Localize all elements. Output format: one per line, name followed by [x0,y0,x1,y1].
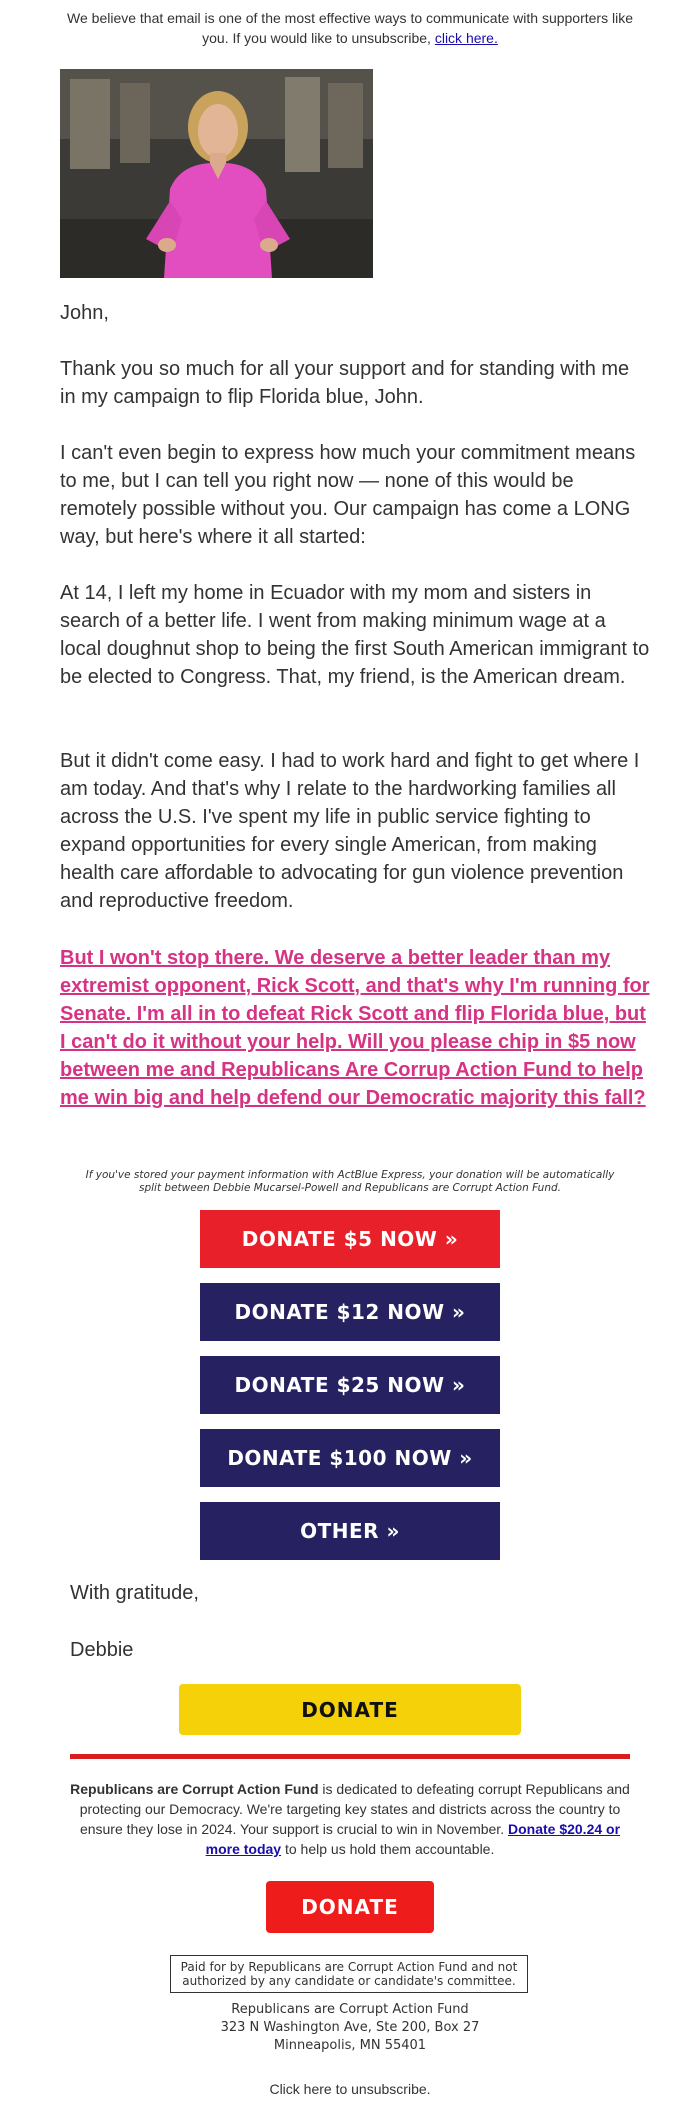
mailing-address [150,2001,550,2055]
paragraph-4 [60,747,650,915]
address-line-2: Minneapolis, MN 55401 [273,2038,427,2053]
donate-100-button[interactable]: DONATE $100 NOW » [200,1429,500,1487]
paragraph-1-text: Thank you so much for all your support and for standing with me in my campaign to flip Florida blue, John. [60,358,630,408]
donate-red-button[interactable]: DONATE [266,1881,434,1933]
paragraph-2-text: I can't even begin to express how much your commitment means to me, but I can tell you right now — none of this would be remotely possible without you. Our campaign has come a LONG way, but here's where it all started: [60,442,636,548]
donate-appeal-link[interactable]: But I won't stop there. We deserve a better leader than my extremist opponent, Rick Scott, and that's why I'm running for Senate. I'm all in to defeat Rick Scott and flip Florida blue, but I can't do it without your help. Will you please chip in $5 now between me and Republicans Are Corrup Action Fund to help me win big and help defend our Democratic majority this fall? [60,947,650,1109]
paragraph-3-text: At 14, I left my home in Ecuador with my mom and sisters in search of a better life. I went from making minimum wage at a local doughnut shop to being the first South American immigrant to be elected to Congress. That, my friend, is the American dream. [60,582,650,688]
signature-name: Debbie [70,1639,134,1661]
greeting-text: John, [60,302,109,324]
footer-description [70,1779,630,1859]
unsubscribe-note [62,8,638,48]
donate-yellow-button[interactable]: DONATE [179,1684,521,1735]
org-description: is dedicated to defeating corrupt Republicans and protecting our Democracy. We're targeting key states and districts across the country to ensure they lose in 2024. Your support is crucial to win in November. [79,1781,630,1837]
candidate-photo [60,69,373,278]
donate-other-button[interactable]: OTHER » [200,1502,500,1560]
paragraph-2 [60,439,650,551]
footer-unsubscribe-link[interactable]: Click here to unsubscribe. [269,2081,431,2097]
actblue-note: If you've stored your payment information with ActBlue Express, your donation will be automatically split between Debbie Mucarsel-Powell and Republicans are Corrupt Action Fund. [85,1169,615,1194]
paragraph-4-text: But it didn't come easy. I had to work hard and fight to get where I am today. And that's why I relate to the hardworking families all across the U.S. I've spent my life in public service fighting to expand opportunities for every single American, from making health care affordable to advocating for gun violence prevention and reproductive freedom. [60,750,640,912]
paragraph-1 [60,355,650,411]
org-description-end: to help us hold them accountable. [284,1841,495,1857]
donate-5-button[interactable]: DONATE $5 NOW » [200,1210,500,1268]
donate-25-button[interactable]: DONATE $25 NOW » [200,1356,500,1414]
unsubscribe-note-text: We believe that email is one of the most effective ways to communicate with supporters like you. If you would like to unsubscribe, [67,10,633,46]
donate-2024-link[interactable]: Donate $20.24 or more today [205,1821,621,1857]
greeting [60,299,650,327]
address-name: Republicans are Corrupt Action Fund [231,2002,469,2017]
unsubscribe-link[interactable]: click here. [434,30,498,46]
paid-for-disclaimer [170,1955,528,1993]
red-divider [70,1754,630,1759]
closing: With gratitude, [70,1582,199,1604]
paragraph-3 [60,579,650,691]
address-line-1: 323 N Washington Ave, Ste 200, Box 27 [220,2020,480,2035]
donate-12-button[interactable]: DONATE $12 NOW » [200,1283,500,1341]
org-name: Republicans are Corrupt Action Fund [70,1781,319,1797]
paid-for-text: Paid for by Republicans are Corrupt Action Fund and not authorized by any candidate or candidate's committee. [180,1960,518,1988]
